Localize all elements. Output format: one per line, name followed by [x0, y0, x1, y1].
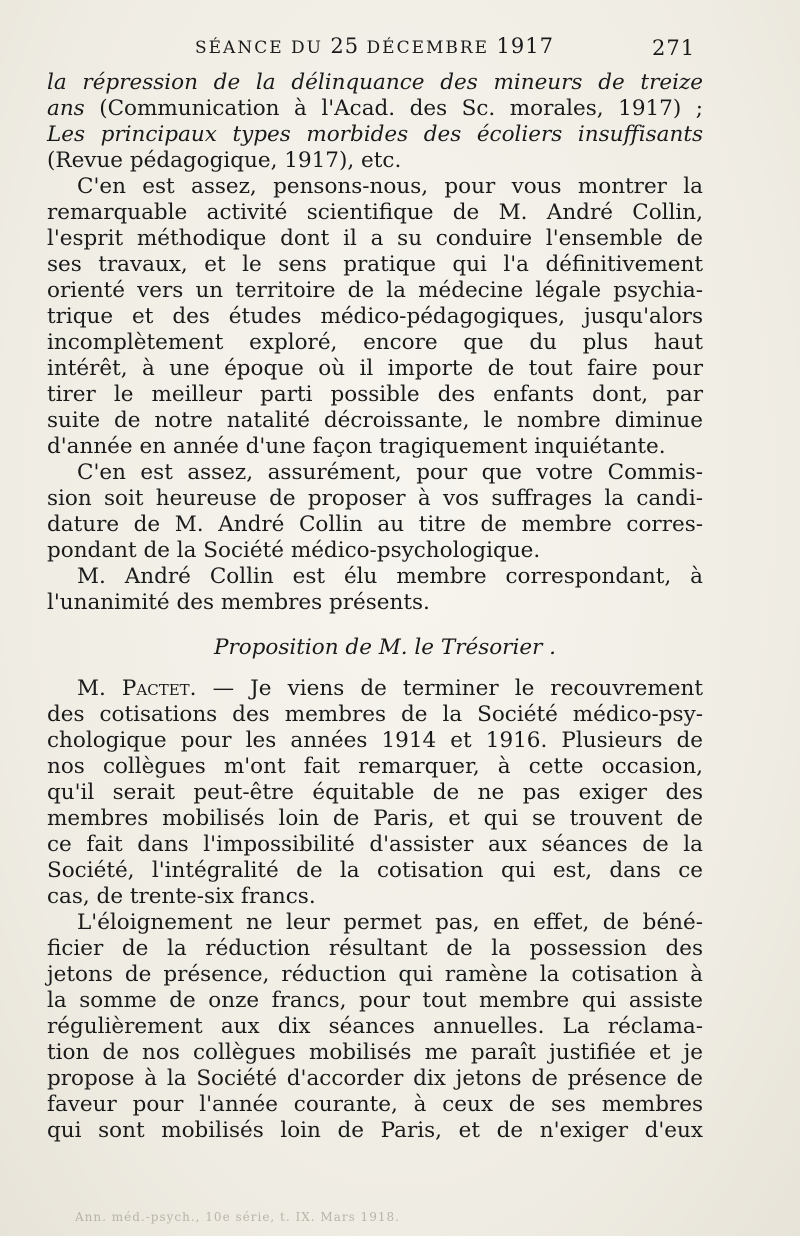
running-head-month: DÉCEMBRE — [359, 38, 497, 58]
text-line: qui sont mobilisés loin de Paris, et de n'exiger d'eux — [47, 1118, 703, 1143]
page-footer: Ann. méd.-psych., 10e série, t. IX. Mars 1918. — [75, 1210, 400, 1224]
section-gap — [47, 616, 703, 634]
text-line: la somme de onze francs, pour tout membre qui assiste — [47, 988, 703, 1013]
speech-text: — Je viens de terminer le recouvrement — [196, 676, 703, 701]
text-line: ce fait dans l'impossibilité d'assister aux séances de la — [47, 832, 703, 857]
text-line: propose à la Société d'accorder dix jetons de présence de — [47, 1066, 703, 1091]
text-line: (Revue pédagogique, 1917), etc. — [47, 148, 402, 173]
page-number: 271 — [652, 36, 696, 60]
running-head-year: 1917 — [496, 34, 554, 58]
text-line: nos collègues m'ont fait remarquer, à cette occasion, — [47, 754, 703, 779]
section-title: Proposition de M. le Trésorier . — [213, 635, 557, 660]
text-line: remarquable activité scientifique de M. André Collin, — [47, 200, 703, 225]
text-line: pondant de la Société médico-psychologique. — [47, 538, 541, 563]
italic-title: Les principaux types morbides des écoliers insuffisants — [47, 122, 703, 147]
text-line: Société, l'intégralité de la cotisation qui est, dans ce — [47, 858, 703, 883]
text-line: ses travaux, et le sens pratique qui l'a définitivement — [47, 252, 703, 277]
paragraph-first-line: C'en est assez, assurément, pour que votre Commis- — [77, 460, 703, 485]
text-line: des cotisations des membres de la Société médico-psy- — [47, 702, 703, 727]
text-line: jetons de présence, réduction qui ramène la cotisation à — [47, 962, 703, 987]
text-line: sion soit heureuse de proposer à vos suffrages la candi- — [47, 486, 703, 511]
text-line: cas, de trente-six francs. — [47, 884, 316, 909]
citation-text: (Communication à l'Acad. des Sc. morales, 1917) ; — [84, 96, 703, 121]
paragraph-first-line: L'éloignement ne leur permet pas, en effet, de béné- — [77, 910, 703, 935]
text-line: ficier de la réduction résultant de la possession des — [47, 936, 703, 961]
section-gap — [47, 662, 703, 676]
body-text — [47, 70, 703, 1144]
text-line — [47, 70, 703, 96]
text-line: l'unanimité des membres présents. — [47, 590, 430, 615]
running-head — [195, 34, 554, 58]
text-line: membres mobilisés loin de Paris, et qui se trouvent de — [47, 806, 703, 831]
text-line: tirer le meilleur parti possible des enfants dont, par — [47, 382, 703, 407]
text-line: orienté vers un territoire de la médecine légale psychia- — [47, 278, 703, 303]
italic-title-fragment: ans — [47, 96, 85, 121]
text-line: faveur pour l'année courante, à ceux de ses membres — [47, 1092, 703, 1117]
text-line — [47, 122, 703, 148]
text-line: tion de nos collègues mobilisés me paraît justifiée et je — [47, 1040, 703, 1065]
paragraph-first-line — [47, 676, 703, 702]
text-line: qu'il serait peut-être équitable de ne pas exiger des — [47, 780, 703, 805]
running-head-prefix: SÉANCE DU — [195, 38, 331, 58]
text-line: intérêt, à une époque où il importe de tout faire pour — [47, 356, 703, 381]
running-head-day: 25 — [330, 34, 360, 58]
paragraph-first-line: M. André Collin est élu membre correspondant, à — [77, 564, 703, 589]
text-line: incomplètement exploré, encore que du plus haut — [47, 330, 703, 355]
text-line: suite de notre natalité décroissante, le nombre diminue — [47, 408, 703, 433]
italic-title-fragment: la répression de la délinquance des mineurs de treize — [47, 70, 703, 95]
text-line: régulièrement aux dix séances annuelles. La réclama- — [47, 1014, 703, 1039]
speaker-name: M. Pactet. — [77, 676, 197, 701]
text-line: trique et des études médico-pédagogiques, jusqu'alors — [47, 304, 703, 329]
text-line — [47, 96, 703, 122]
text-line: l'esprit méthodique dont il a su conduire l'ensemble de — [47, 226, 703, 251]
paragraph-first-line: C'en est assez, pensons-nous, pour vous montrer la — [77, 174, 703, 199]
text-line: dature de M. André Collin au titre de membre corres- — [47, 512, 703, 537]
text-line: chologique pour les années 1914 et 1916. Plusieurs de — [47, 728, 703, 753]
text-line: d'année en année d'une façon tragiquement inquiétante. — [47, 434, 666, 459]
